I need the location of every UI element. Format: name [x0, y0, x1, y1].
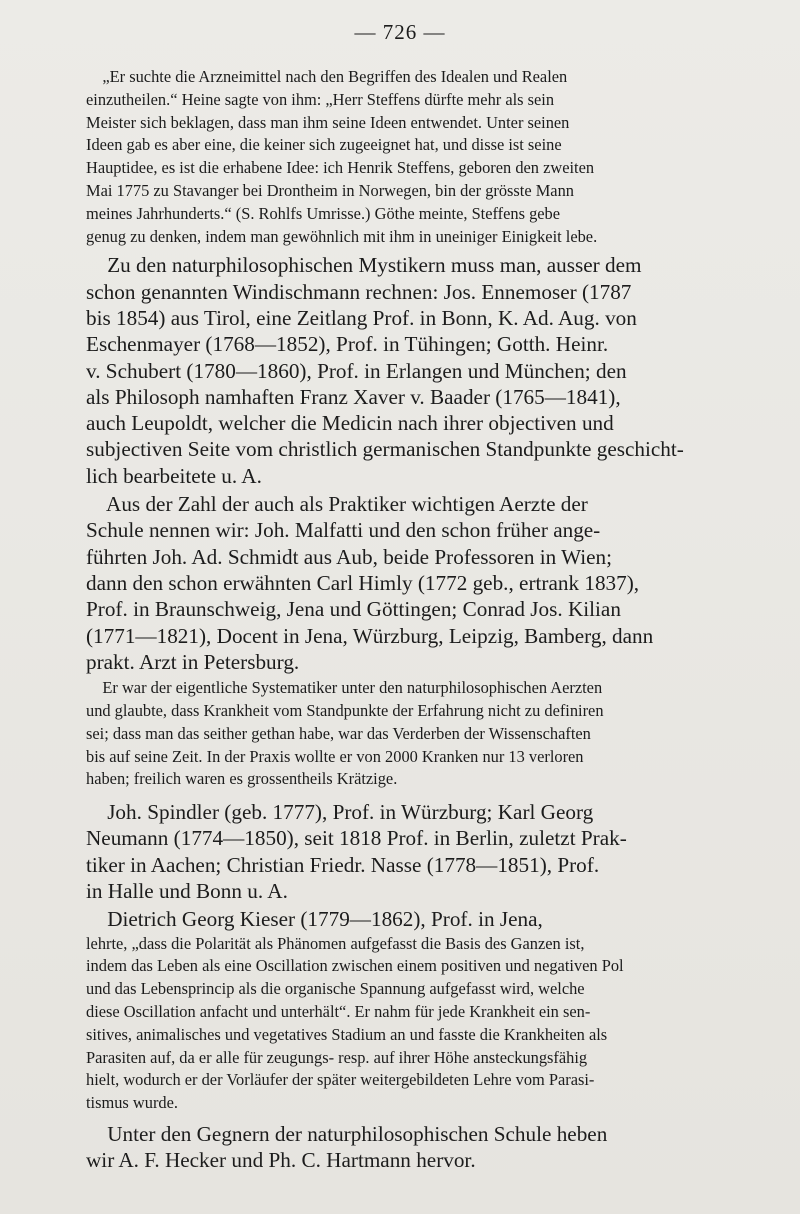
text-line: Hauptidee, es ist die erhabene Idee: ich Henrik Steffens, geboren den zweiten — [86, 158, 595, 178]
text-line: Prof. in Braunschweig, Jena und Göttingen; Conrad Jos. Kilian — [86, 597, 621, 622]
text-line: prakt. Arzt in Petersburg. — [86, 649, 300, 674]
text-line: Eschenmayer (1768—1852), Prof. in Tühingen; Gotth. Heinr. — [86, 332, 609, 357]
text-line: Zu den naturphilosophischen Mystikern muss man, ausser dem — [86, 253, 642, 278]
text-line: in Halle und Bonn u. A. — [86, 879, 288, 903]
text-line: subjectiven Seite vom christlich germanischen Standpunkte geschicht- — [86, 437, 684, 462]
paragraph-gegner — [86, 1121, 764, 1174]
text-line: lehrte, „dass die Polarität als Phänomen aufgefasst die Basis des Ganzen ist, — [86, 933, 585, 953]
text-line: Neumann (1774—1850), seit 1818 Prof. in Berlin, zuletzt Prak- — [86, 826, 627, 851]
text-line: dann den schon erwähnten Carl Himly (1772 geb., ertrank 1837), — [86, 570, 640, 595]
page-text — [86, 66, 764, 1174]
text-line: tiker in Aachen; Christian Friedr. Nasse (1778—1851), Prof. — [86, 852, 600, 877]
text-line: „Er suchte die Arzneimittel nach den Begriffen des Idealen und Realen — [86, 67, 568, 86]
text-line: führten Joh. Ad. Schmidt aus Aub, beide Professoren in Wien; — [86, 544, 613, 569]
text-line: Meister sich beklagen, dass man ihm seine Ideen entwendet. Unter seinen — [86, 112, 570, 132]
text-line: Mai 1775 zu Stavanger bei Drontheim in Norwegen, bin der grösste Mann — [86, 180, 574, 200]
text-line: haben; freilich waren es grossentheils Krätzige. — [86, 769, 398, 789]
text-line: auch Leupoldt, welcher die Medicin nach ihrer objectiven und — [86, 411, 614, 436]
text-line: (1771—1821), Docent in Jena, Würzburg, Leipzig, Bamberg, dann — [86, 623, 654, 648]
text-line: diese Oscillation anfacht und unterhält“. Er nahm für jede Krankheit ein sen- — [86, 1001, 591, 1021]
paragraph-praktiker — [86, 491, 764, 675]
text-line: einzutheilen.“ Heine sagte von ihm: „Herr Steffens dürfte mehr als sein — [86, 89, 555, 109]
text-line: Ideen gab es aber eine, die keiner sich zugeeignet hat, und disse ist seine — [86, 135, 562, 155]
paragraph-kieser-heading — [86, 906, 764, 932]
text-line: Schule nennen wir: Joh. Malfatti und den schon früher ange- — [86, 518, 601, 543]
text-line: Er war der eigentliche Systematiker unter den naturphilosophischen Aerzten — [86, 678, 603, 698]
text-line: Aus der Zahl der auch als Praktiker wichtigen Aerzte der — [86, 492, 588, 517]
text-line: Unter den Gegnern der naturphilosophischen Schule heben — [86, 1121, 608, 1146]
text-line: Parasiten auf, da er alle für zeugungs- resp. auf ihrer Höhe ansteckungsfähig — [86, 1047, 588, 1067]
paragraph-mystiker — [86, 252, 764, 489]
text-line: sitives, animalisches und vegetatives Stadium an und fasste die Krankheiten als — [86, 1024, 608, 1044]
text-line: und das Lebensprincip als die organische Spannung aufgefasst wird, welche — [86, 979, 585, 999]
text-line: v. Schubert (1780—1860), Prof. in Erlangen und München; den — [86, 358, 627, 383]
paragraph-kieser-note — [86, 933, 764, 1115]
text-line: wir A. F. Hecker und Ph. C. Hartmann hervor. — [86, 1148, 476, 1173]
text-line: sei; dass man das seither gethan habe, war das Verderben der Wissenschaften — [86, 723, 591, 743]
text-line: und glaubte, dass Krankheit vom Standpunkte der Erfahrung nicht zu definiren — [86, 700, 604, 720]
text-line: indem das Leben als eine Oscillation zwischen einem positiven und negativen Pol — [86, 956, 624, 976]
text-line: hielt, wodurch er der Vorläufer der später weitergebildeten Lehre vom Parasi- — [86, 1070, 595, 1090]
page-number: — 726 — — [354, 20, 446, 44]
text-line: bis auf seine Zeit. In der Praxis wollte er von 2000 Kranken nur 13 verloren — [86, 746, 584, 766]
paragraph-steffens-quote — [86, 66, 764, 248]
text-line: Dietrich Georg Kieser (1779—1862), Prof. in Jena, — [86, 907, 543, 932]
text-line: als Philosoph namhaften Franz Xaver v. Baader (1765—1841), — [86, 384, 621, 409]
text-line: lich bearbeitete u. A. — [86, 463, 262, 488]
paragraph-kilian-note — [86, 677, 764, 791]
text-line: schon genannten Windischmann rechnen: Jos. Ennemoser (1787 — [86, 279, 632, 304]
text-line: meines Jahrhunderts.“ (S. Rohlfs Umrisse.) Göthe meinte, Steffens gebe — [86, 203, 561, 223]
text-line: Joh. Spindler (geb. 1777), Prof. in Würzburg; Karl Georg — [86, 800, 594, 825]
text-line: tismus wurde. — [86, 1093, 178, 1113]
text-line: bis 1854) aus Tirol, eine Zeitlang Prof. in Bonn, K. Ad. Aug. von — [86, 305, 637, 330]
text-line: genug zu denken, indem man gewöhnlich mit ihm in uneiniger Einigkeit lebe. — [86, 226, 598, 246]
paragraph-spindler — [86, 799, 764, 904]
